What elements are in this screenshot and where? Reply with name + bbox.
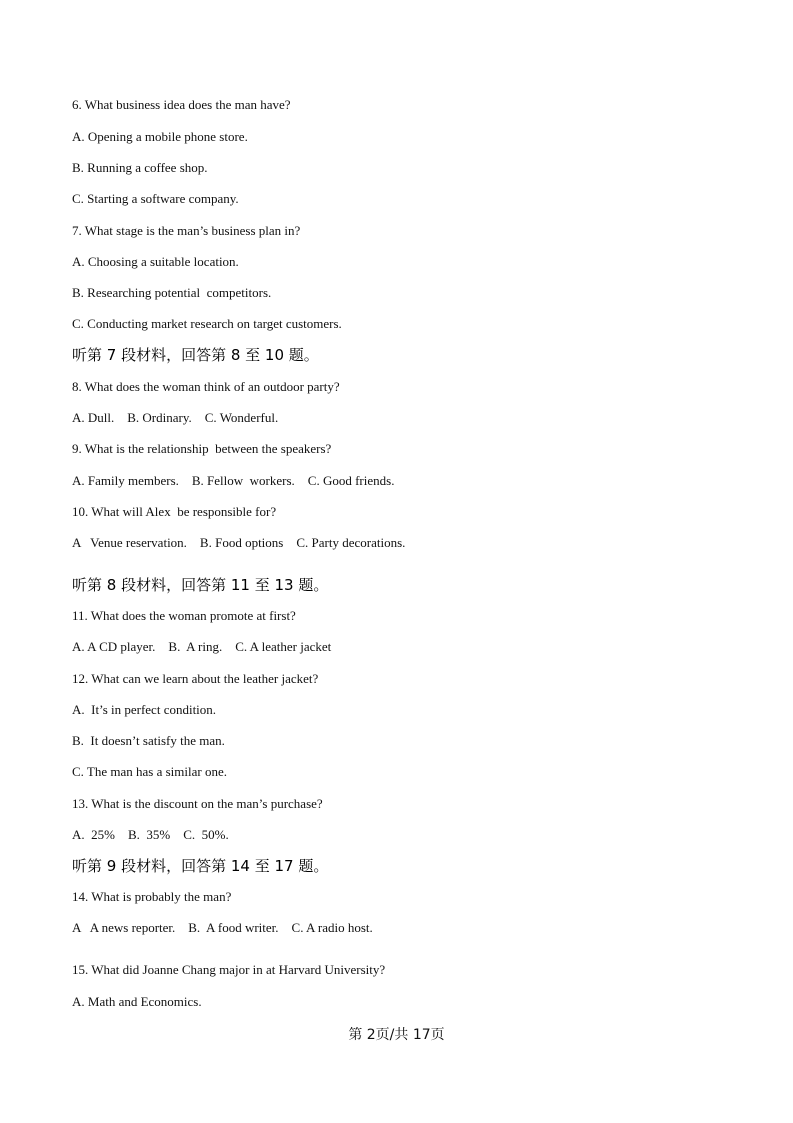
q13-options: A. 25% B. 35% C. 50%.	[72, 827, 229, 842]
question-12: 12. What can we learn about the leather jacket?	[72, 671, 319, 686]
q14-options: A A news reporter. B. A food writer. C. A radio host.	[72, 920, 373, 935]
question-9: 9. What is the relationship between the speakers?	[72, 441, 332, 456]
question-15: 15. What did Joanne Chang major in at Harvard University?	[72, 962, 386, 977]
q7-option-a: A. Choosing a suitable location.	[72, 254, 239, 269]
question-8: 8. What does the woman think of an outdoor party?	[72, 379, 340, 394]
q7-option-b: B. Researching potential competitors.	[72, 285, 272, 300]
q7-option-c: C. Conducting market research on target customers.	[72, 316, 342, 331]
question-14: 14. What is probably the man?	[72, 889, 232, 904]
question-6: 6. What business idea does the man have?	[72, 97, 291, 112]
q9-options: A. Family members. B. Fellow workers. C. Good friends.	[72, 473, 395, 488]
q12-option-b: B. It doesn’t satisfy the man.	[72, 733, 225, 748]
question-11: 11. What does the woman promote at first?	[72, 608, 296, 623]
q15-option-a: A. Math and Economics.	[72, 994, 202, 1009]
question-13: 13. What is the discount on the man’s purchase?	[72, 796, 323, 811]
q10-options: A Venue reservation. B. Food options C. Party decorations.	[72, 535, 406, 550]
q6-option-c: C. Starting a software company.	[72, 191, 239, 206]
section-heading-7: 听第 7 段材料，回答第 8 至 10 题。	[72, 346, 319, 364]
section-heading-9: 听第 9 段材料，回答第 14 至 17 题。	[72, 857, 329, 875]
q12-option-c: C. The man has a similar one.	[72, 764, 228, 779]
page-footer: 第 2页/共 17页	[348, 1027, 445, 1043]
q6-option-b: B. Running a coffee shop.	[72, 160, 208, 175]
q12-option-a: A. It’s in perfect condition.	[72, 702, 217, 717]
question-7: 7. What stage is the man’s business plan in?	[72, 223, 301, 238]
q11-options: A. A CD player. B. A ring. C. A leather jacket	[72, 639, 332, 654]
section-heading-8: 听第 8 段材料，回答第 11 至 13 题。	[72, 576, 329, 594]
question-10: 10. What will Alex be responsible for?	[72, 504, 277, 519]
q8-options: A. Dull. B. Ordinary. C. Wonderful.	[72, 410, 279, 425]
q6-option-a: A. Opening a mobile phone store.	[72, 129, 248, 144]
